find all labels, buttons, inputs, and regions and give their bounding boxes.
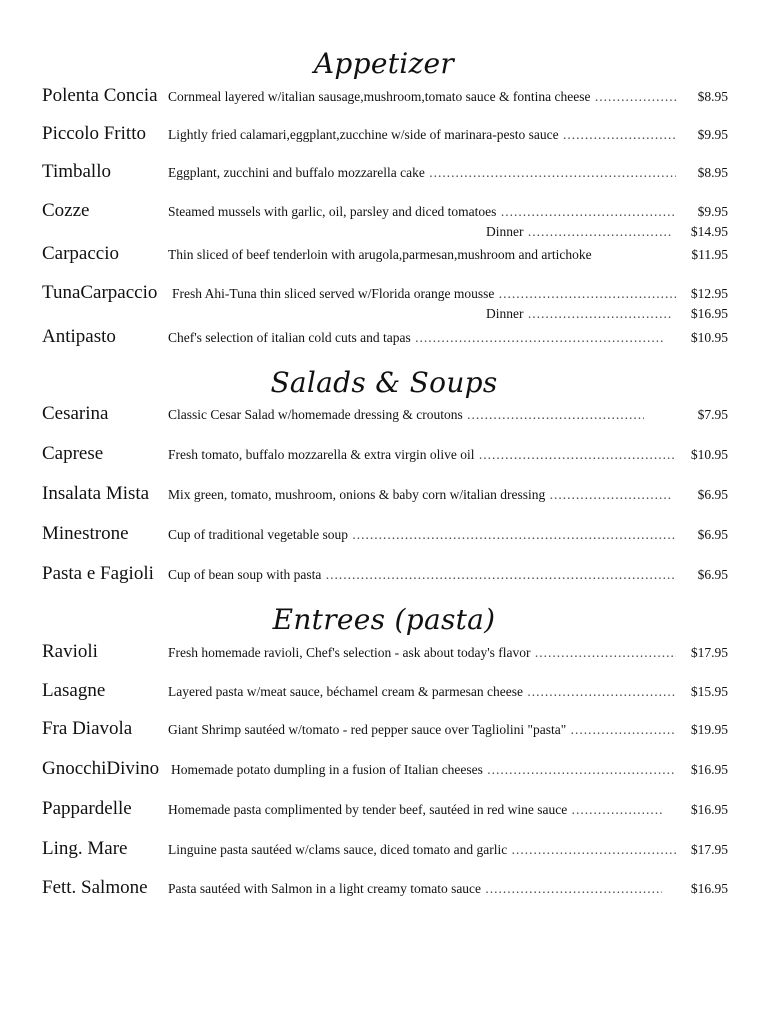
- item-name: GnocchiDivino: [42, 758, 160, 779]
- item-description: Eggplant, zucchini and buffalo mozzarella cake .....: [168, 164, 676, 182]
- item-description: Steamed mussels with garlic, oil, parsley and diced tomatoes .....: [168, 203, 676, 221]
- dinner-label: Dinner .....: [486, 223, 672, 241]
- item-description: Fresh tomato, buffalo mozzarella & extra virgin olive oil .....: [168, 446, 676, 464]
- item-name: Piccolo Fritto: [42, 123, 146, 144]
- menu-item: [42, 443, 732, 465]
- menu-item: [42, 641, 732, 663]
- item-description: Cup of traditional vegetable soup .....: [168, 526, 676, 544]
- item-price: $10.95: [690, 330, 728, 345]
- item-description: Giant Shrimp sautéed w/tomato - red pepper sauce over Tagliolini "pasta" .....: [168, 721, 676, 739]
- item-description: Layered pasta w/meat sauce, béchamel cream & parmesan cheese .....: [168, 683, 676, 701]
- item-price: $8.95: [697, 165, 728, 180]
- item-description: Thin sliced of beef tenderloin with arugola,parmesan,mushroom and artichoke: [168, 247, 592, 262]
- menu-item: [42, 123, 732, 145]
- item-name: Polenta Concia: [42, 85, 158, 106]
- item-price: $6.95: [697, 487, 728, 502]
- item-price: $7.95: [697, 407, 728, 422]
- menu-item: [42, 85, 732, 107]
- item-description: Mix green, tomato, mushroom, onions & baby corn w/italian dressing .....: [168, 486, 672, 504]
- item-name: Ravioli: [42, 641, 98, 662]
- item-name: Minestrone: [42, 523, 129, 544]
- item-name: Timballo: [42, 161, 111, 182]
- item-name: Lasagne: [42, 680, 106, 701]
- item-description: Pasta sautéed with Salmon in a light creamy tomato sauce .....: [168, 880, 662, 898]
- item-name: Fett. Salmone: [42, 877, 148, 898]
- item-price: $11.95: [691, 247, 728, 262]
- item-price: $8.95: [697, 89, 728, 104]
- item-price: $12.95: [690, 286, 728, 301]
- section-title-entrees: Entrees (pasta): [272, 603, 496, 636]
- dinner-price: $14.95: [690, 224, 728, 239]
- item-description: Cup of bean soup with pasta .....: [168, 566, 676, 584]
- menu-item: [42, 758, 732, 780]
- item-price: $6.95: [697, 527, 728, 542]
- dinner-label: Dinner .....: [486, 305, 672, 323]
- menu-item: [42, 838, 732, 860]
- item-name: Fra Diavola: [42, 718, 133, 739]
- item-price: $15.95: [690, 684, 728, 699]
- item-description: Homemade potato dumpling in a fusion of Italian cheeses .....: [171, 761, 676, 779]
- item-price: $9.95: [697, 204, 728, 219]
- menu-item: [42, 718, 732, 740]
- item-description: Cornmeal layered w/italian sausage,mushroom,tomato sauce & fontina cheese .....: [168, 88, 676, 106]
- item-name: Ling. Mare: [42, 838, 128, 859]
- menu-item: [42, 161, 732, 183]
- menu-item: [42, 563, 732, 585]
- menu-item: [42, 326, 732, 348]
- item-name: Antipasto: [42, 326, 116, 347]
- menu-item-dinner-row: [42, 305, 732, 323]
- dinner-price: $16.95: [690, 306, 728, 321]
- item-name: Carpaccio: [42, 243, 120, 264]
- item-description: Fresh Ahi-Tuna thin sliced served w/Florida orange mousse .....: [172, 285, 676, 303]
- item-price: $9.95: [697, 127, 728, 142]
- item-name: Cesarina: [42, 403, 109, 424]
- item-name: Pasta e Fagioli: [42, 563, 154, 584]
- item-price: $16.95: [690, 881, 728, 896]
- menu-item: [42, 523, 732, 545]
- item-description: Fresh homemade ravioli, Chef's selection - ask about today's flavor .....: [168, 644, 676, 662]
- menu-item: [42, 200, 732, 222]
- item-price: $19.95: [690, 722, 728, 737]
- item-description: Chef's selection of italian cold cuts and tapas .....: [168, 329, 664, 347]
- menu-item: [42, 483, 732, 505]
- item-description: Homemade pasta complimented by tender beef, sautéed in red wine sauce .....: [168, 801, 664, 819]
- menu-item-dinner-row: [42, 223, 732, 241]
- item-price: $16.95: [690, 802, 728, 817]
- item-price: $17.95: [690, 842, 728, 857]
- item-price: $17.95: [690, 645, 728, 660]
- menu-item: [42, 403, 732, 425]
- item-price: $16.95: [690, 762, 728, 777]
- item-description: Linguine pasta sautéed w/clams sauce, diced tomato and garlic .....: [168, 841, 676, 859]
- item-price: $10.95: [690, 447, 728, 462]
- section-title-appetizer: Appetizer: [313, 47, 455, 80]
- item-name: Insalata Mista: [42, 483, 150, 504]
- section-title-salads-soups: Salads & Soups: [270, 366, 498, 399]
- item-price: $6.95: [697, 567, 728, 582]
- menu-item: [42, 680, 732, 702]
- item-description: Lightly fried calamari,eggplant,zucchine w/side of marinara-pesto sauce .....: [168, 126, 676, 144]
- menu-item: [42, 243, 732, 265]
- item-name: TunaCarpaccio: [42, 282, 158, 303]
- item-name: Pappardelle: [42, 798, 132, 819]
- menu-item: [42, 798, 732, 820]
- item-description: Classic Cesar Salad w/homemade dressing & croutons .....: [168, 406, 644, 424]
- item-name: Cozze: [42, 200, 90, 221]
- menu-item: [42, 877, 732, 899]
- menu-item: [42, 282, 732, 304]
- item-name: Caprese: [42, 443, 104, 464]
